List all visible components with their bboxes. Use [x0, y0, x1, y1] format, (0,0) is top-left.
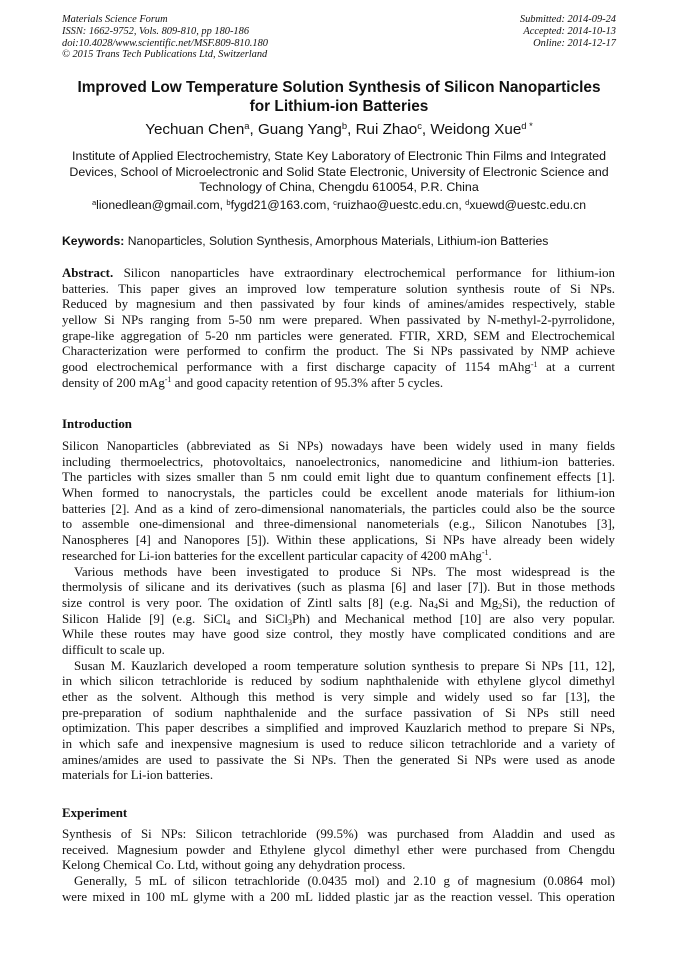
email-list: $^a$lionedlean@gmail.com, $^b$fygd21@163.com, $^c$ruizhao@uestc.edu.cn, $^d$xuewd@uestc.edu.cn — [91, 197, 587, 212]
author-mark: d * — [521, 119, 533, 131]
author-mark: c — [417, 119, 422, 131]
body-line: While these routes may have good size control, they mostly have complicated conditions and are — [62, 627, 615, 642]
email-mark: c — [333, 197, 337, 207]
body-line: in which safe and inexpensive magnesium is used to reduce silicon tetrachloride and a variety of — [62, 737, 615, 752]
keywords — [62, 234, 622, 249]
abstract-line: Reduced by magnesium and then passivated by four kinds of amines/amides respectively, stable — [62, 297, 615, 312]
text-span: good electrochemical performance with a first discharge capacity of 1154 mAhg — [62, 360, 531, 375]
issn-info: ISSN: 1662-9752, Vols. 809-810, pp 180-186 — [62, 25, 250, 37]
body-line: Generally, 5 mL of silicon tetrachloride (0.0435 mol) and 2.10 g of magnesium (0.0864 mol) — [74, 874, 615, 889]
author-name: Guang Yang — [257, 121, 342, 138]
journal-name: Materials Science Forum — [62, 14, 168, 25]
body-line: Nanospheres [4] and Nanopores [5]). Within these applications, Si NPs have already been widely — [62, 533, 615, 548]
text-span: Silicon nanoparticles have extraordinary electrochemical performance for lithium-ion — [123, 266, 615, 280]
body-line: batteries [2]. And as a kind of zero-dimensional nanomaterials, the particles could also be the source — [62, 501, 615, 516]
body-line: optimization. This paper describes a simplified and improved Kauzlarich method to prepare Si NPs, — [62, 721, 615, 736]
body-line: in which silicon tetrachloride is reduced by sodium naphthalenide with ethylene glycol dimethyl — [62, 674, 615, 689]
body-line: The particles with sizes smaller than 5 nm could emit light due to quantum confinement effects [1]. — [62, 470, 615, 485]
subscript: 4 — [226, 617, 231, 627]
text-span: Silicon Halide [9] (e.g. SiCl — [62, 611, 227, 626]
text-span: at a current — [537, 360, 615, 375]
body-line: thermolysis of silicane and its derivatives (such as plasma [6] and laser [7]). But in those methods — [62, 580, 615, 595]
submitted-date: Submitted: 2014-09-24 — [519, 14, 616, 25]
author-name: Weidong Xue — [430, 121, 522, 138]
body-line: difficult to scale up. — [62, 642, 165, 657]
body-line: Susan M. Kauzlarich developed a room temperature solution synthesis to prepare Si NPs [11, 12], — [74, 658, 615, 673]
paper-title — [56, 79, 622, 116]
abstract-line: batteries. This paper gives an improved low temperature solution synthesis route of Si NPs. — [62, 281, 615, 296]
copyright: © 2015 Trans Tech Publications Ltd, Switzerland — [62, 49, 268, 61]
section-heading-experiment: Experiment — [62, 806, 128, 820]
author-name: Yechuan Chen — [145, 121, 245, 138]
abstract-label: Abstract. — [62, 266, 114, 280]
affiliation-line: Technology of China, Chengdu 610054, P.R. China — [199, 180, 479, 195]
text-span: and SiCl — [230, 611, 288, 626]
experiment-paragraph — [62, 827, 615, 905]
email-mark: b — [226, 197, 231, 207]
abstract-line — [62, 266, 615, 282]
superscript: -1 — [481, 548, 489, 558]
abstract-line: grape-like aggregation of 5-20 nm particles were generated. FTIR, XRD, SEM and Electrochemical — [62, 328, 615, 343]
journal-info — [62, 14, 268, 61]
text-span: . — [488, 548, 492, 563]
body-line: received. Magnesium powder and Ethylene glycol dimethyl ether were purchased from Chengdu — [62, 842, 615, 857]
abstract — [62, 266, 615, 392]
body-line: Various methods have been investigated to produce Si NPs. The most widespread is the — [74, 564, 615, 579]
abstract-line: Characterization were performed to confirm the product. The Si NPs passivated by NMP achieve — [62, 344, 615, 359]
affiliation — [60, 149, 618, 196]
keywords-text: Nanoparticles, Solution Synthesis, Amorphous Materials, Lithium-ion Batteries — [127, 234, 549, 248]
keywords-label: Keywords: — [62, 234, 125, 248]
affiliation-line: Institute of Applied Electrochemistry, State Key Laboratory of Electronic Thin Films and Integrated — [72, 149, 606, 163]
email-mark: d — [465, 197, 470, 207]
body-line: including thermoelectrics, photovoltaics, nanoelectronics, nanomedicine and lithium-ion batteries. — [62, 454, 615, 469]
email-link[interactable]: fygd21@163.com — [230, 198, 327, 212]
subscript: 2 — [498, 602, 503, 612]
superscript: -1 — [164, 375, 172, 385]
text-span: and good capacity retention of 95.3% after 5 cycles. — [171, 375, 444, 390]
publication-dates — [520, 14, 616, 49]
author-mark: b — [341, 119, 348, 131]
author-mark: a — [244, 119, 250, 131]
accepted-date: Accepted: 2014-10-13 — [523, 25, 616, 37]
body-line: Synthesis of Si NPs: Silicon tetrachloride (99.5%) was purchased from Aladdin and used as — [62, 827, 615, 841]
text-span: size control is very poor. The oxidation of Zintl salts [8] (e.g. Na — [62, 595, 434, 610]
affiliation-line: Devices, School of Microelectronic and Solid State Electronic, University of Electronic Science and — [69, 164, 609, 179]
text-span: Si and Mg — [437, 595, 499, 610]
subscript: 4 — [433, 602, 438, 612]
subscript: 3 — [288, 617, 292, 627]
body-line: Kelong Chemical Co. Ltd, without going any dehydration process. — [62, 858, 406, 873]
email-link[interactable]: ruizhao@uestc.edu.cn — [336, 198, 459, 212]
text-span: Si), the reduction of — [502, 595, 615, 610]
online-date: Online: 2014-12-17 — [533, 37, 616, 49]
abstract-line — [62, 376, 615, 392]
body-line: to assemble one-dimensional and three-dimensional nanometerials (e.g., Silicon Nanotubes [3], — [62, 517, 615, 532]
text-span: researched for Li-ion batteries for the excellent particular capacity of 4200 mAhg — [62, 548, 482, 563]
abstract-line: yellow Si NPs ranging from 5-50 nm were prepared. When passivated by N-methyl-2-pyrrolidone, — [62, 313, 615, 328]
superscript: -1 — [530, 359, 538, 369]
email-link[interactable]: xuewd@uestc.edu.cn — [469, 198, 587, 212]
doi-link[interactable]: doi:10.4028/www.scientific.net/MSF.809-810.180 — [62, 37, 268, 49]
author-name: Rui Zhao — [355, 121, 418, 138]
text-span: Ph) and Mechanical method [10] are also very popular. — [292, 611, 615, 626]
title-line: Improved Low Temperature Solution Synthesis of Silicon Nanoparticles — [77, 79, 601, 96]
body-line: were mixed in 100 mL glyme with a 200 mL lidded plastic jar as the reaction vessel. This operation — [62, 889, 615, 904]
section-heading-introduction: Introduction — [62, 417, 132, 431]
body-line: materials for Li-ion batteries. — [62, 768, 214, 783]
body-line: When formed to nanocrystals, the particles could be excellent anode materials for lithium-ion — [62, 486, 615, 501]
body-line: amines/amides are used to passivate the Si NPs. Then the generated Si NPs were used as anode — [62, 752, 615, 767]
email-mark: a — [91, 197, 97, 207]
abstract-line — [62, 360, 615, 376]
intro-paragraph — [62, 439, 615, 784]
body-line: pre-preparation of sodium naphthalenide and the surface passivation of Si NPs still need — [62, 705, 615, 720]
email-link[interactable]: lionedlean@gmail.com — [96, 198, 220, 212]
text-span: density of 200 mAg — [62, 375, 165, 390]
body-line — [62, 549, 615, 565]
body-line: ether as the solvent. Although this method is very simple and widely used so far [13], the — [62, 690, 615, 704]
body-line — [62, 612, 615, 628]
body-line — [62, 596, 615, 612]
title-line: for Lithium-ion Batteries — [249, 97, 429, 115]
body-line: Silicon Nanoparticles (abbreviated as Si NPs) nowadays have been widely used in many fields — [62, 439, 615, 453]
author-list: Yechuan Chen$^a$, Guang Yang$^b$, Rui Zhao$^c$, Weidong Xue$^{d *}$ — [145, 119, 533, 138]
